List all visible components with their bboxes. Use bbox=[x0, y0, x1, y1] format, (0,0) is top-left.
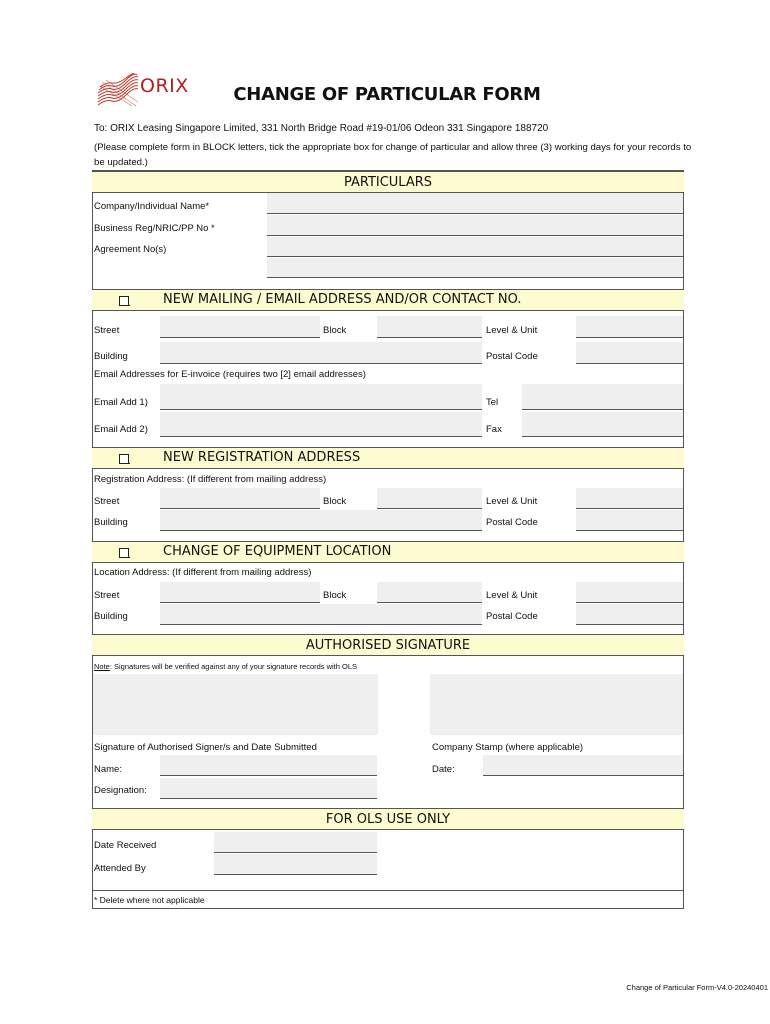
equipment-checkbox[interactable] bbox=[119, 548, 129, 558]
equipment-level-field[interactable] bbox=[576, 582, 683, 603]
company-stamp-box[interactable] bbox=[430, 674, 683, 735]
tel-field[interactable] bbox=[522, 384, 683, 410]
registration-block-field[interactable] bbox=[377, 488, 482, 509]
email1-label: Email Add 1) bbox=[94, 397, 148, 408]
registration-building-label: Building bbox=[94, 517, 128, 528]
registration-level-label: Level & Unit bbox=[486, 496, 538, 507]
mailing-postal-label: Postal Code bbox=[486, 351, 538, 362]
address-line: To: ORIX Leasing Singapore Limited, 331 North Bridge Road #19-01/06 Odeon 331 Singapore 188720 bbox=[94, 123, 549, 134]
mailing-block-label: Block bbox=[323, 325, 347, 336]
registration-note: Registration Address: (If different from mailing address) bbox=[94, 474, 327, 485]
email1-field[interactable] bbox=[160, 384, 482, 410]
registration-street-label: Street bbox=[94, 496, 120, 507]
date-field[interactable] bbox=[483, 755, 683, 776]
business-reg-field[interactable] bbox=[267, 215, 683, 236]
mailing-checkbox[interactable] bbox=[119, 296, 129, 306]
registration-level-field[interactable] bbox=[576, 488, 683, 509]
agreement-field-1[interactable] bbox=[267, 237, 683, 257]
equipment-street-field[interactable] bbox=[160, 582, 320, 603]
date-received-field[interactable] bbox=[214, 832, 377, 853]
attended-by-field[interactable] bbox=[214, 854, 377, 875]
mailing-building-label: Building bbox=[94, 351, 128, 362]
registration-block-label: Block bbox=[323, 496, 347, 507]
mailing-header: NEW MAILING / EMAIL ADDRESS AND/OR CONTACT NO. bbox=[92, 289, 684, 311]
mailing-level-label: Level & Unit bbox=[486, 325, 538, 336]
business-reg-label: Business Reg/NRIC/PP No * bbox=[94, 223, 215, 234]
signature-note: Note: Signatures will be verified against any of your signature records with OLS bbox=[94, 662, 358, 671]
page-title: CHANGE OF PARTICULAR FORM bbox=[233, 84, 541, 105]
email2-label: Email Add 2) bbox=[94, 424, 148, 435]
agreement-label: Agreement No(s) bbox=[94, 244, 167, 255]
fax-label: Fax bbox=[486, 424, 502, 435]
attended-by-label: Attended By bbox=[94, 863, 146, 874]
name-label: Name: bbox=[94, 764, 122, 775]
signer-label: Signature of Authorised Signer/s and Date Submitted bbox=[94, 742, 317, 753]
equipment-postal-label: Postal Code bbox=[486, 611, 538, 622]
equipment-block-field[interactable] bbox=[377, 582, 482, 603]
form-version-footer: Change of Particular Form-V4.0-20240401 bbox=[626, 983, 768, 992]
registration-header: NEW REGISTRATION ADDRESS bbox=[92, 447, 684, 469]
mailing-building-field[interactable] bbox=[160, 342, 482, 364]
equipment-block-label: Block bbox=[323, 590, 347, 601]
equipment-postal-field[interactable] bbox=[576, 604, 683, 625]
date-label: Date: bbox=[432, 764, 455, 775]
company-name-field[interactable] bbox=[267, 193, 683, 214]
designation-label: Designation: bbox=[94, 785, 147, 796]
registration-postal-label: Postal Code bbox=[486, 517, 538, 528]
registration-street-field[interactable] bbox=[160, 488, 320, 509]
instructions: (Please complete form in BLOCK letters, tick the appropriate box for change of particular and allow three (3) working days for your records to be updated.) bbox=[94, 142, 692, 168]
equipment-building-field[interactable] bbox=[160, 604, 482, 625]
divider bbox=[92, 890, 684, 891]
fax-field[interactable] bbox=[522, 412, 683, 437]
agreement-field-2[interactable] bbox=[267, 258, 683, 278]
email2-field[interactable] bbox=[160, 412, 482, 437]
particulars-header: PARTICULARS bbox=[92, 171, 684, 193]
equipment-street-label: Street bbox=[94, 590, 120, 601]
designation-field[interactable] bbox=[160, 778, 377, 799]
signature-header: AUTHORISED SIGNATURE bbox=[92, 634, 684, 656]
mailing-level-field[interactable] bbox=[576, 316, 683, 338]
equipment-level-label: Level & Unit bbox=[486, 590, 538, 601]
date-received-label: Date Received bbox=[94, 840, 157, 851]
logo-text: ORIX bbox=[140, 75, 189, 97]
company-label: Company/Individual Name* bbox=[94, 201, 210, 212]
mailing-block-field[interactable] bbox=[377, 316, 482, 338]
ols-header: FOR OLS USE ONLY bbox=[92, 808, 684, 830]
registration-postal-field[interactable] bbox=[576, 510, 683, 531]
mailing-street-label: Street bbox=[94, 325, 120, 336]
stamp-label: Company Stamp (where applicable) bbox=[432, 742, 584, 753]
equipment-building-label: Building bbox=[94, 611, 128, 622]
email-note: Email Addresses for E-invoice (requires two [2] email addresses) bbox=[94, 369, 366, 380]
signature-box[interactable] bbox=[93, 674, 378, 735]
registration-checkbox[interactable] bbox=[119, 454, 129, 464]
delete-note: * Delete where not applicable bbox=[94, 895, 205, 905]
registration-building-field[interactable] bbox=[160, 510, 482, 531]
equipment-note: Location Address: (If different from mailing address) bbox=[94, 567, 312, 578]
name-field[interactable] bbox=[160, 755, 377, 776]
equipment-header: CHANGE OF EQUIPMENT LOCATION bbox=[92, 541, 684, 563]
tel-label: Tel bbox=[486, 397, 499, 408]
mailing-postal-field[interactable] bbox=[576, 342, 683, 364]
mailing-street-field[interactable] bbox=[160, 316, 320, 338]
